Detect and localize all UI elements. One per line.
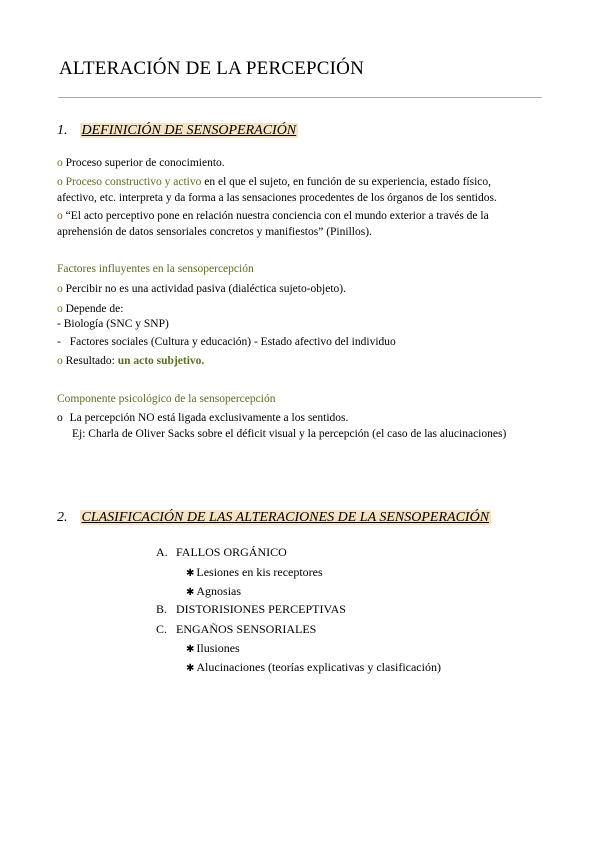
bullet-marker: o xyxy=(57,355,63,367)
componente-subtitle: Componente psicológico de la sensopercepción xyxy=(57,393,276,405)
list-sublabel: Agnosias xyxy=(196,584,242,598)
list-letter: B. xyxy=(156,602,168,616)
componente-text-2: Ej: Charla de Oliver Sacks sobre el déficit visual y la percepción (el caso de las alucinaciones) xyxy=(72,428,507,440)
asterisk-icon: ✱ xyxy=(186,644,195,655)
definition-text-2-line2: afectivo, etc. interpreta y da forma a las sensaciones procedentes de los órganos de los sentidos. xyxy=(57,192,497,204)
list-subitem xyxy=(186,660,441,675)
bullet-marker: o xyxy=(57,283,63,295)
result-value: un acto subjetivo. xyxy=(117,355,205,367)
bullet-marker: o xyxy=(57,303,63,315)
asterisk-icon: ✱ xyxy=(186,663,195,674)
list-label: FALLOS ORGÁNICO xyxy=(176,545,287,559)
definition-quote-line2: aprehensión de datos sensoriales concretos y manifiestos” (Pinillos). xyxy=(57,226,372,238)
definition-item-3 xyxy=(57,209,489,223)
definition-text-2: en el que el sujeto, en función de su experiencia, estado físico, xyxy=(201,176,491,188)
document-title: ALTERACIÓN DE LA PERCEPCIÓN xyxy=(59,58,365,79)
bullet-marker: o xyxy=(57,176,63,188)
section-2-heading xyxy=(57,510,491,526)
list-letter: C. xyxy=(156,622,168,636)
asterisk-icon: ✱ xyxy=(186,568,195,579)
componente-item-1 xyxy=(57,411,348,425)
list-sublabel: Lesiones en kis receptores xyxy=(196,565,323,579)
list-item-a xyxy=(156,545,287,560)
list-label: DISTORISIONES PERCEPTIVAS xyxy=(176,602,346,616)
section-1-heading xyxy=(57,123,298,139)
definition-text-1: Proceso superior de conocimiento. xyxy=(65,157,225,169)
section-2-number: 2. xyxy=(57,510,68,525)
bullet-marker: o xyxy=(57,210,63,222)
asterisk-icon: ✱ xyxy=(186,587,195,598)
factores-subtitle: Factores influyentes en la sensopercepción xyxy=(57,263,254,275)
title-divider xyxy=(58,97,542,98)
definition-highlight: Proceso constructivo y activo xyxy=(65,176,202,188)
list-label: ENGAÑOS SENSORIALES xyxy=(176,622,317,636)
list-subitem xyxy=(186,565,323,580)
section-2-title: CLASIFICACIÓN DE LAS ALTERACIONES DE LA SENSOPERACIÓN xyxy=(81,510,490,525)
factores-text-2: Depende de: xyxy=(65,303,124,315)
list-subitem xyxy=(186,584,241,599)
factores-dash-1: - Biología (SNC y SNP) xyxy=(57,318,169,330)
bullet-marker: o xyxy=(57,412,63,424)
factores-dash-2-text: Factores sociales (Cultura y educación) - Estado afectivo del individuo xyxy=(69,336,396,348)
componente-text-1: La percepción NO está ligada exclusivamente a los sentidos. xyxy=(69,412,349,424)
bullet-marker: o xyxy=(57,157,63,169)
list-item-c xyxy=(156,622,316,637)
list-subitem xyxy=(186,641,240,656)
list-item-b xyxy=(156,602,346,617)
definition-item-1 xyxy=(57,156,225,170)
definition-item-2 xyxy=(57,175,491,189)
factores-item-1 xyxy=(57,282,346,296)
dash-marker: - xyxy=(57,336,61,348)
list-letter: A. xyxy=(156,545,168,559)
factores-item-2 xyxy=(57,302,123,316)
section-1-number: 1. xyxy=(57,123,68,138)
list-sublabel: Alucinaciones (teorías explicativas y clasificación) xyxy=(196,660,441,674)
result-label: Resultado: xyxy=(65,355,118,367)
definition-quote: “El acto perceptivo pone en relación nuestra conciencia con el mundo exterior a través de la xyxy=(65,210,489,222)
list-sublabel: Ilusiones xyxy=(196,641,240,655)
factores-result xyxy=(57,354,204,368)
factores-text-1: Percibir no es una actividad pasiva (dialéctica sujeto-objeto). xyxy=(65,283,346,295)
section-1-title: DEFINICIÓN DE SENSOPERACIÓN xyxy=(81,123,297,138)
factores-dash-2 xyxy=(57,335,396,349)
